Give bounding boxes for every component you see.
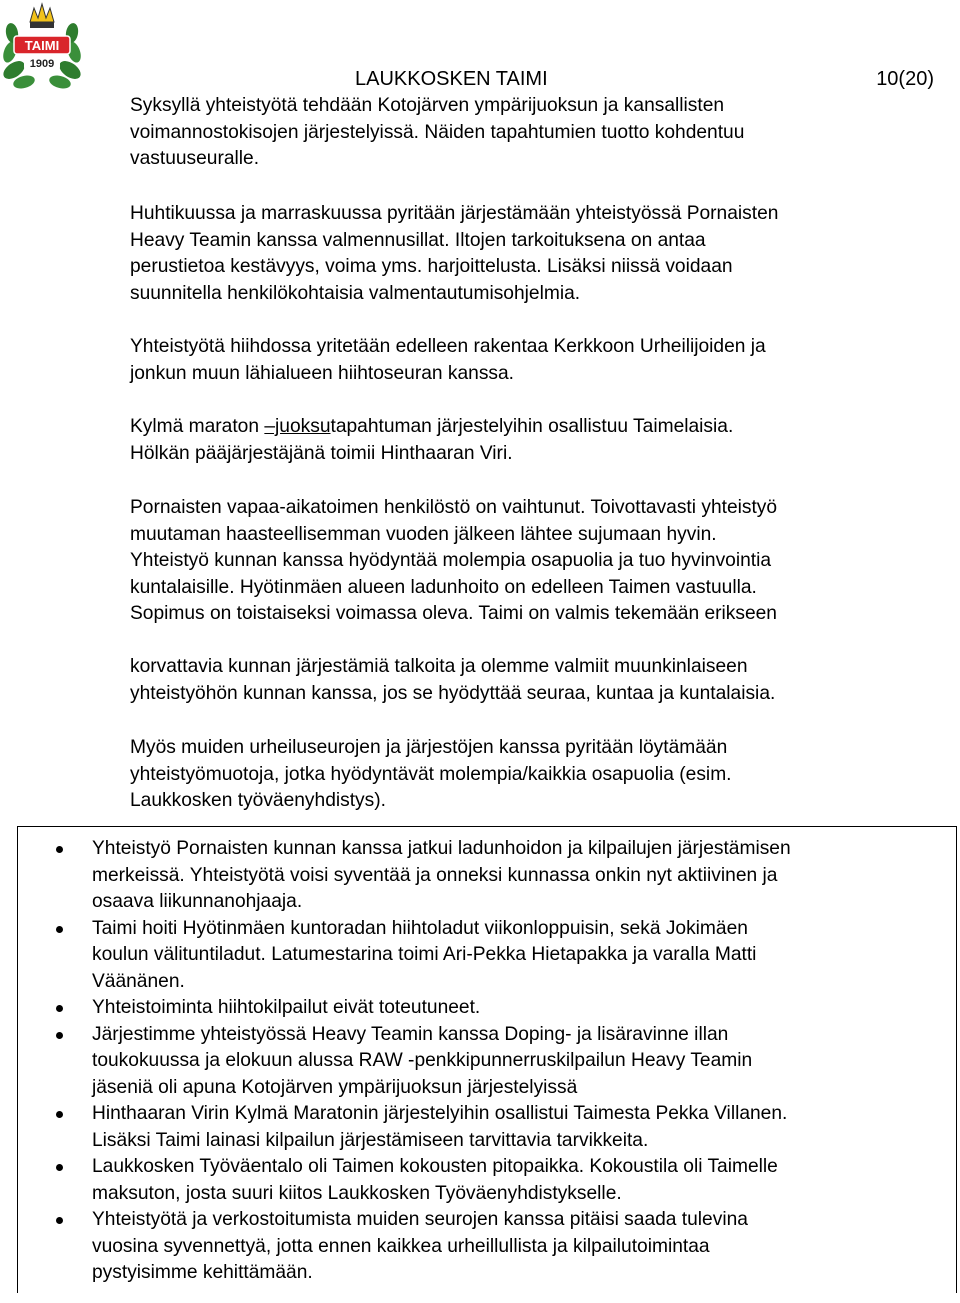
list-item: [18, 1154, 956, 1207]
list-item: [18, 1207, 956, 1287]
taimi-logo: [0, 0, 84, 92]
bullet-icon: [56, 1217, 63, 1224]
list-item-text: Yhteistyö Pornaisten kunnan kanssa jatkui ladunhoidon ja kilpailujen järjestämisen merkeissä. Yhteistyötä voisi syventää ja onneksi kunnassa onkin nyt aktiivinen ja osaava liikunnanohjaaja.: [92, 838, 791, 912]
bullet-icon: [56, 1032, 63, 1039]
list-item-text: Yhteistyötä ja verkostoitumista muiden seurojen kanssa pitäisi saada tulevina vuosina syvennettyä, jotta ennen kaikkea urheillullista ja kilpailutoimintaa pystyisimme kehittämään.: [92, 1209, 748, 1283]
paragraph-talkoot: korvattavia kunnan järjestämiä talkoita ja olemme valmiit muunkinlaiseen yhteistyöhön kunnan kanssa, jos se hyödyttää seuraa, kuntaa ja kuntalaisia.: [130, 656, 776, 704]
bullet-icon: [56, 1005, 63, 1012]
list-item-text: Taimi hoiti Hyötinmäen kuntoradan hiihtoladut viikonloppuisin, sekä Jokimäen koulun välituntiladut. Latumestarina toimi Ari-Pekka Hietapakka ja varalla Matti Väänänen.: [92, 917, 757, 992]
list-item-text: Järjestimme yhteistyössä Heavy Teamin kanssa Doping- ja lisäravinne illan toukokuussa ja elokuun alussa RAW -penkkipunnerruskilpailun Heavy Teamin jäseniä oli apuna Kotojärven ympärijuoksun järjestelyissä: [92, 1023, 753, 1098]
list-item: [18, 916, 956, 996]
summary-list: [18, 836, 956, 1287]
bullet-icon: [56, 1111, 63, 1118]
paragraph-cold-marathon-end: tapahtuman järjestelyihin osallistuu Taimelaisia. Hölkän pääjärjestäjänä toimii Hinthaaran Viri.: [130, 416, 734, 464]
list-item-text: Yhteistoiminta hiihtokilpailut eivät toteutuneet.: [92, 997, 481, 1018]
bullet-icon: [56, 1164, 63, 1171]
list-item-text: Hinthaaran Virin Kylmä Maratonin järjestelyihin osallistui Taimesta Pekka Villanen. Lisäksi Taimi lainasi kilpailun järjestämiseen tarvittavia tarvikkeita.: [92, 1103, 788, 1151]
paragraph-autumn-cooperation: Syksyllä yhteistyötä tehdään Kotojärven ympärijuoksun ja kansallisten voimannostokisojen järjestelyissä. Näiden tapahtumien tuotto kohdentuu vastuuseuralle.: [130, 95, 745, 169]
list-item: [18, 995, 956, 1022]
logo-year: 1909: [29, 58, 55, 70]
list-item: [18, 1022, 956, 1102]
list-item: [18, 1101, 956, 1154]
list-item: [18, 836, 956, 916]
list-item-text: Laukkosken Työväentalo oli Taimen kokousten pitopaikka. Kokoustila oli Taimelle maksuton, josta suuri kiitos Laukkosken Työväenyhdistykselle.: [92, 1156, 778, 1204]
logo-text: TAIMI: [24, 38, 60, 53]
paragraph-cold-marathon-underlined: –juoksu: [264, 416, 331, 437]
document-title: LAUKKOSKEN TAIMI: [355, 68, 548, 90]
paragraph-training-evenings: Huhtikuussa ja marraskuussa pyritään järjestämään yhteistyössä Pornaisten Heavy Teamin kanssa valmennusillat. Iltojen tarkoituksena on antaa perustietoa kestävyys, voima yms. harjoittelusta. Lisäksi niissä voidaan suunnitella henkilökohtaisia valmentautumisohjelmia.: [130, 203, 779, 304]
paragraph-other-clubs: Myös muiden urheiluseurojen ja järjestöjen kanssa pyritään löytämään yhteistyömuotoja, jotka hyödyntävät molempia/kaikkia osapuolia (esim. Laukkosken työväenyhdistys).: [130, 737, 732, 811]
paragraph-municipality: Pornaisten vapaa-aikatoimen henkilöstö on vaihtunut. Toivottavasti yhteistyö muutaman haasteellisemman vuoden jälkeen lähtee sujumaan hyvin. Yhteistyö kunnan kanssa hyödyntää molempia osapuolia ja tuo hyvinvointia kuntalaisille. Hyötinmäen alueen ladunhoito on edelleen Taimen vastuulla. Sopimus on toistaiseksi voimassa oleva. Taimi on valmis tekemään erikseen: [130, 497, 778, 624]
paragraph-cold-marathon-start: Kylmä maraton: [130, 416, 265, 437]
page-number: 10(20): [876, 68, 934, 90]
summary-box: [17, 826, 957, 1293]
bullet-icon: [56, 926, 63, 933]
crown-icon: [30, 4, 54, 28]
bullet-icon: [56, 846, 63, 853]
paragraph-skiing-cooperation: Yhteistyötä hiihdossa yritetään edelleen rakentaa Kerkkoon Urheilijoiden ja jonkun muun lähialueen hiihtoseuran kanssa.: [130, 336, 766, 384]
paragraph-cold-marathon: [130, 414, 930, 467]
